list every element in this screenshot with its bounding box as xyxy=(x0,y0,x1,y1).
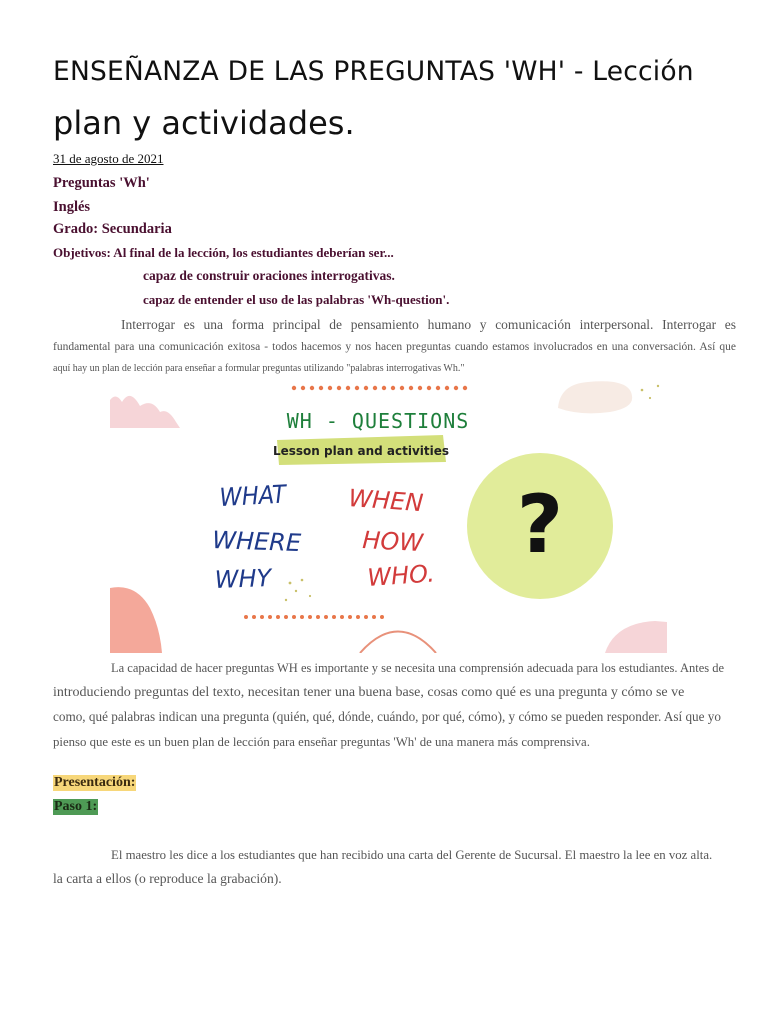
question-mark-icon: ? xyxy=(516,478,564,571)
document-title-line1: ENSEÑANZA DE LAS PREGUNTAS 'WH' - Lección xyxy=(53,56,694,87)
beige-blob-shape xyxy=(558,381,632,413)
body-paragraph xyxy=(53,656,743,754)
wh-word-what: WHAT xyxy=(218,479,287,512)
step-line: El maestro les dice a los estudiantes que han recibido una carta del Gerente de Sucursal. El maestro la lee en voz alta. xyxy=(111,848,713,862)
hero-illustration xyxy=(110,378,667,653)
objective-item-1: capaz de construir oraciones interrogativas. xyxy=(143,268,395,283)
dot-row-top xyxy=(292,386,467,390)
wh-word-why: WHY xyxy=(214,564,272,594)
step-line: la carta a ellos (o reproduce la grabación). xyxy=(53,871,282,886)
body-line: La capacidad de hacer preguntas WH es importante y se necesita una comprensión adecuada para los estudiantes. Antes de xyxy=(111,661,725,675)
pink-wave-shape xyxy=(110,396,180,428)
publish-date: 31 de agosto de 2021 xyxy=(53,151,164,166)
step-1-heading: Paso 1: xyxy=(54,799,98,814)
hero-heading: WH - QUESTIONS xyxy=(286,409,470,433)
wh-word-when: WHEN xyxy=(347,484,425,518)
hero-banner-text: Lesson plan and activities xyxy=(272,444,450,458)
subject-label: Inglés xyxy=(53,199,91,215)
topic-label: Preguntas 'Wh' xyxy=(53,175,150,191)
intro-line: aquí hay un plan de lección para enseñar a formular preguntas utilizando "palabras interrogativas Wh." xyxy=(53,363,465,374)
document-title-line2: plan y actividades. xyxy=(53,104,355,142)
wh-word-where: WHERE xyxy=(211,526,302,558)
body-line: pienso que este es un buen plan de lección para enseñar preguntas 'Wh' de una manera más comprensiva. xyxy=(53,734,590,749)
dot-row-bottom xyxy=(244,615,384,619)
step-1-paragraph xyxy=(53,843,743,891)
wh-word-how: HOW xyxy=(361,526,424,558)
pink-corner-shape xyxy=(605,621,667,653)
coral-shape xyxy=(110,587,162,653)
body-line: introduciendo preguntas del texto, necesitan tener una buena base, cosas como qué es una pregunta y cómo se ve xyxy=(53,684,685,700)
intro-line: Interrogar es una forma principal de pensamiento humano y comunicación interpersonal. Interrogar es xyxy=(121,317,736,332)
grade-label: Grado: Secundaria xyxy=(53,221,172,237)
presentation-heading: Presentación: xyxy=(54,775,136,790)
objective-item-2: capaz de entender el uso de las palabras 'Wh-question'. xyxy=(143,292,450,307)
wh-word-who: WHO. xyxy=(366,559,436,592)
arc-line xyxy=(360,632,436,654)
objectives-heading: Objetivos: Al final de la lección, los estudiantes deberían ser... xyxy=(53,245,394,260)
body-line: como, qué palabras indican una pregunta (quién, qué, dónde, cuándo, por qué, cómo), y cómo se pueden responder. Así que yo xyxy=(53,709,721,724)
intro-paragraph xyxy=(53,314,736,380)
intro-line: fundamental para una comunicación exitosa - todos hacemos y nos hacen preguntas cuando estamos involucrados en una conversación. Así que xyxy=(53,341,736,353)
